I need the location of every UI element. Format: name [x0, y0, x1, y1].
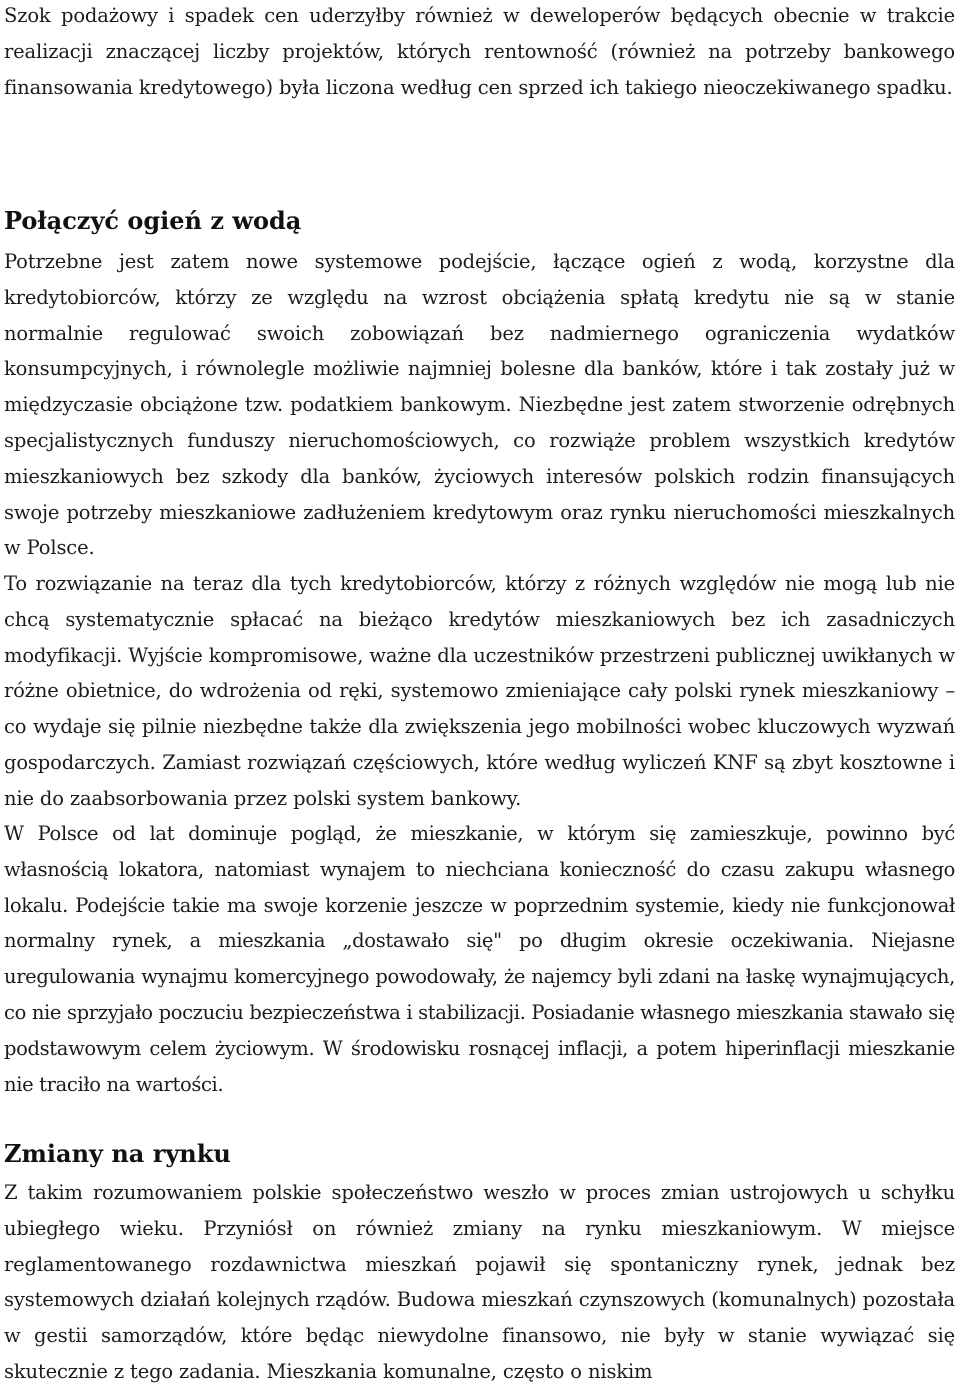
- section1-paragraph-1: Potrzebne jest zatem nowe systemowe podejście, łączące ogień z wodą, korzystne dla kredytobiorców, którzy ze względu na wzrost obciążenia spłatą kredytu nie są w stanie normalnie regulować swoich zobowiązań bez nadmiernego ograniczenia wydatków konsumpcyjnych, i równolegle możliwie najmniej bolesne dla banków, które i tak zostały już w międzyczasie obciążone tzw. podatkiem bankowym. Niezbędne jest zatem stworzenie odrębnych specjalistycznych funduszy nieruchomościowych, co rozwiąże problem wszystkich kredytów mieszkaniowych bez szkody dla banków, życiowych interesów polskich rodzin finansujących swoje potrzeby mieszkaniowe zadłużeniem kredytowym oraz rynku nieruchomości mieszkalnych w Polsce.: [4, 250, 955, 560]
- section-heading-zmiany-na-rynku: Zmiany na rynku: [4, 1139, 231, 1168]
- section2-paragraph-1: Z takim rozumowaniem polskie społeczeństwo weszło w proces zmian ustrojowych u schyłku ubiegłego wieku. Przyniósł on również zmiany na rynku mieszkaniowym. W miejsce reglamentowanego rozdawnictwa mieszkań pojawił się spontaniczny rynek, jednak bez systemowych działań kolejnych rządów. Budowa mieszkań czynszowych (komunalnych) pozostała w gestii samorządów, które będąc niewydolne finansowo, nie były w stanie wywiązać się skutecznie z tego zadania. Mieszkania komunalne, często o niskim: [4, 1181, 955, 1383]
- section-heading-polaczyc-ogien: Połączyć ogień z wodą: [4, 206, 302, 235]
- intro-paragraph: Szok podażowy i spadek cen uderzyłby również w deweloperów będących obecnie w trakcie realizacji znaczącej liczby projektów, których rentowność (również na potrzeby bankowego finansowania kredytowego) była liczona według cen sprzed ich takiego nieoczekiwanego spadku.: [4, 4, 955, 99]
- section1-paragraph-2: To rozwiązanie na teraz dla tych kredytobiorców, którzy z różnych względów nie mogą lub nie chcą systematycznie spłacać na bieżąco kredytów mieszkaniowych bez ich zasadniczych modyfikacji. Wyjście kompromisowe, ważne dla uczestników przestrzeni publicznej uwikłanych w różne obietnice, do wdrożenia od ręki, systemowo zmieniające cały polski rynek mieszkaniowy – co wydaje się pilnie niezbędne także dla zwiększenia jego mobilności wobec kluczowych wyzwań gospodarczych. Zamiast rozwiązań częściowych, które według wyliczeń KNF są zbyt kosztowne i nie do zaabsorbowania przez polski system bankowy.: [4, 572, 955, 810]
- section1-paragraph-3: W Polsce od lat dominuje pogląd, że mieszkanie, w którym się zamieszkuje, powinno być własnością lokatora, natomiast wynajem to niechciana konieczność do czasu zakupu własnego lokalu. Podejście takie ma swoje korzenie jeszcze w poprzednim systemie, kiedy nie funkcjonował normalny rynek, a mieszkania „dostawało się" po długim okresie oczekiwania. Niejasne uregulowania wynajmu komercyjnego powodowały, że najemcy byli zdani na łaskę wynajmujących, co nie sprzyjało poczuciu bezpieczeństwa i stabilizacji. Posiadanie własnego mieszkania stawało się podstawowym celem życiowym. W środowisku rosnącej inflacji, a potem hiperinflacji mieszkanie nie traciło na wartości.: [4, 822, 955, 1096]
